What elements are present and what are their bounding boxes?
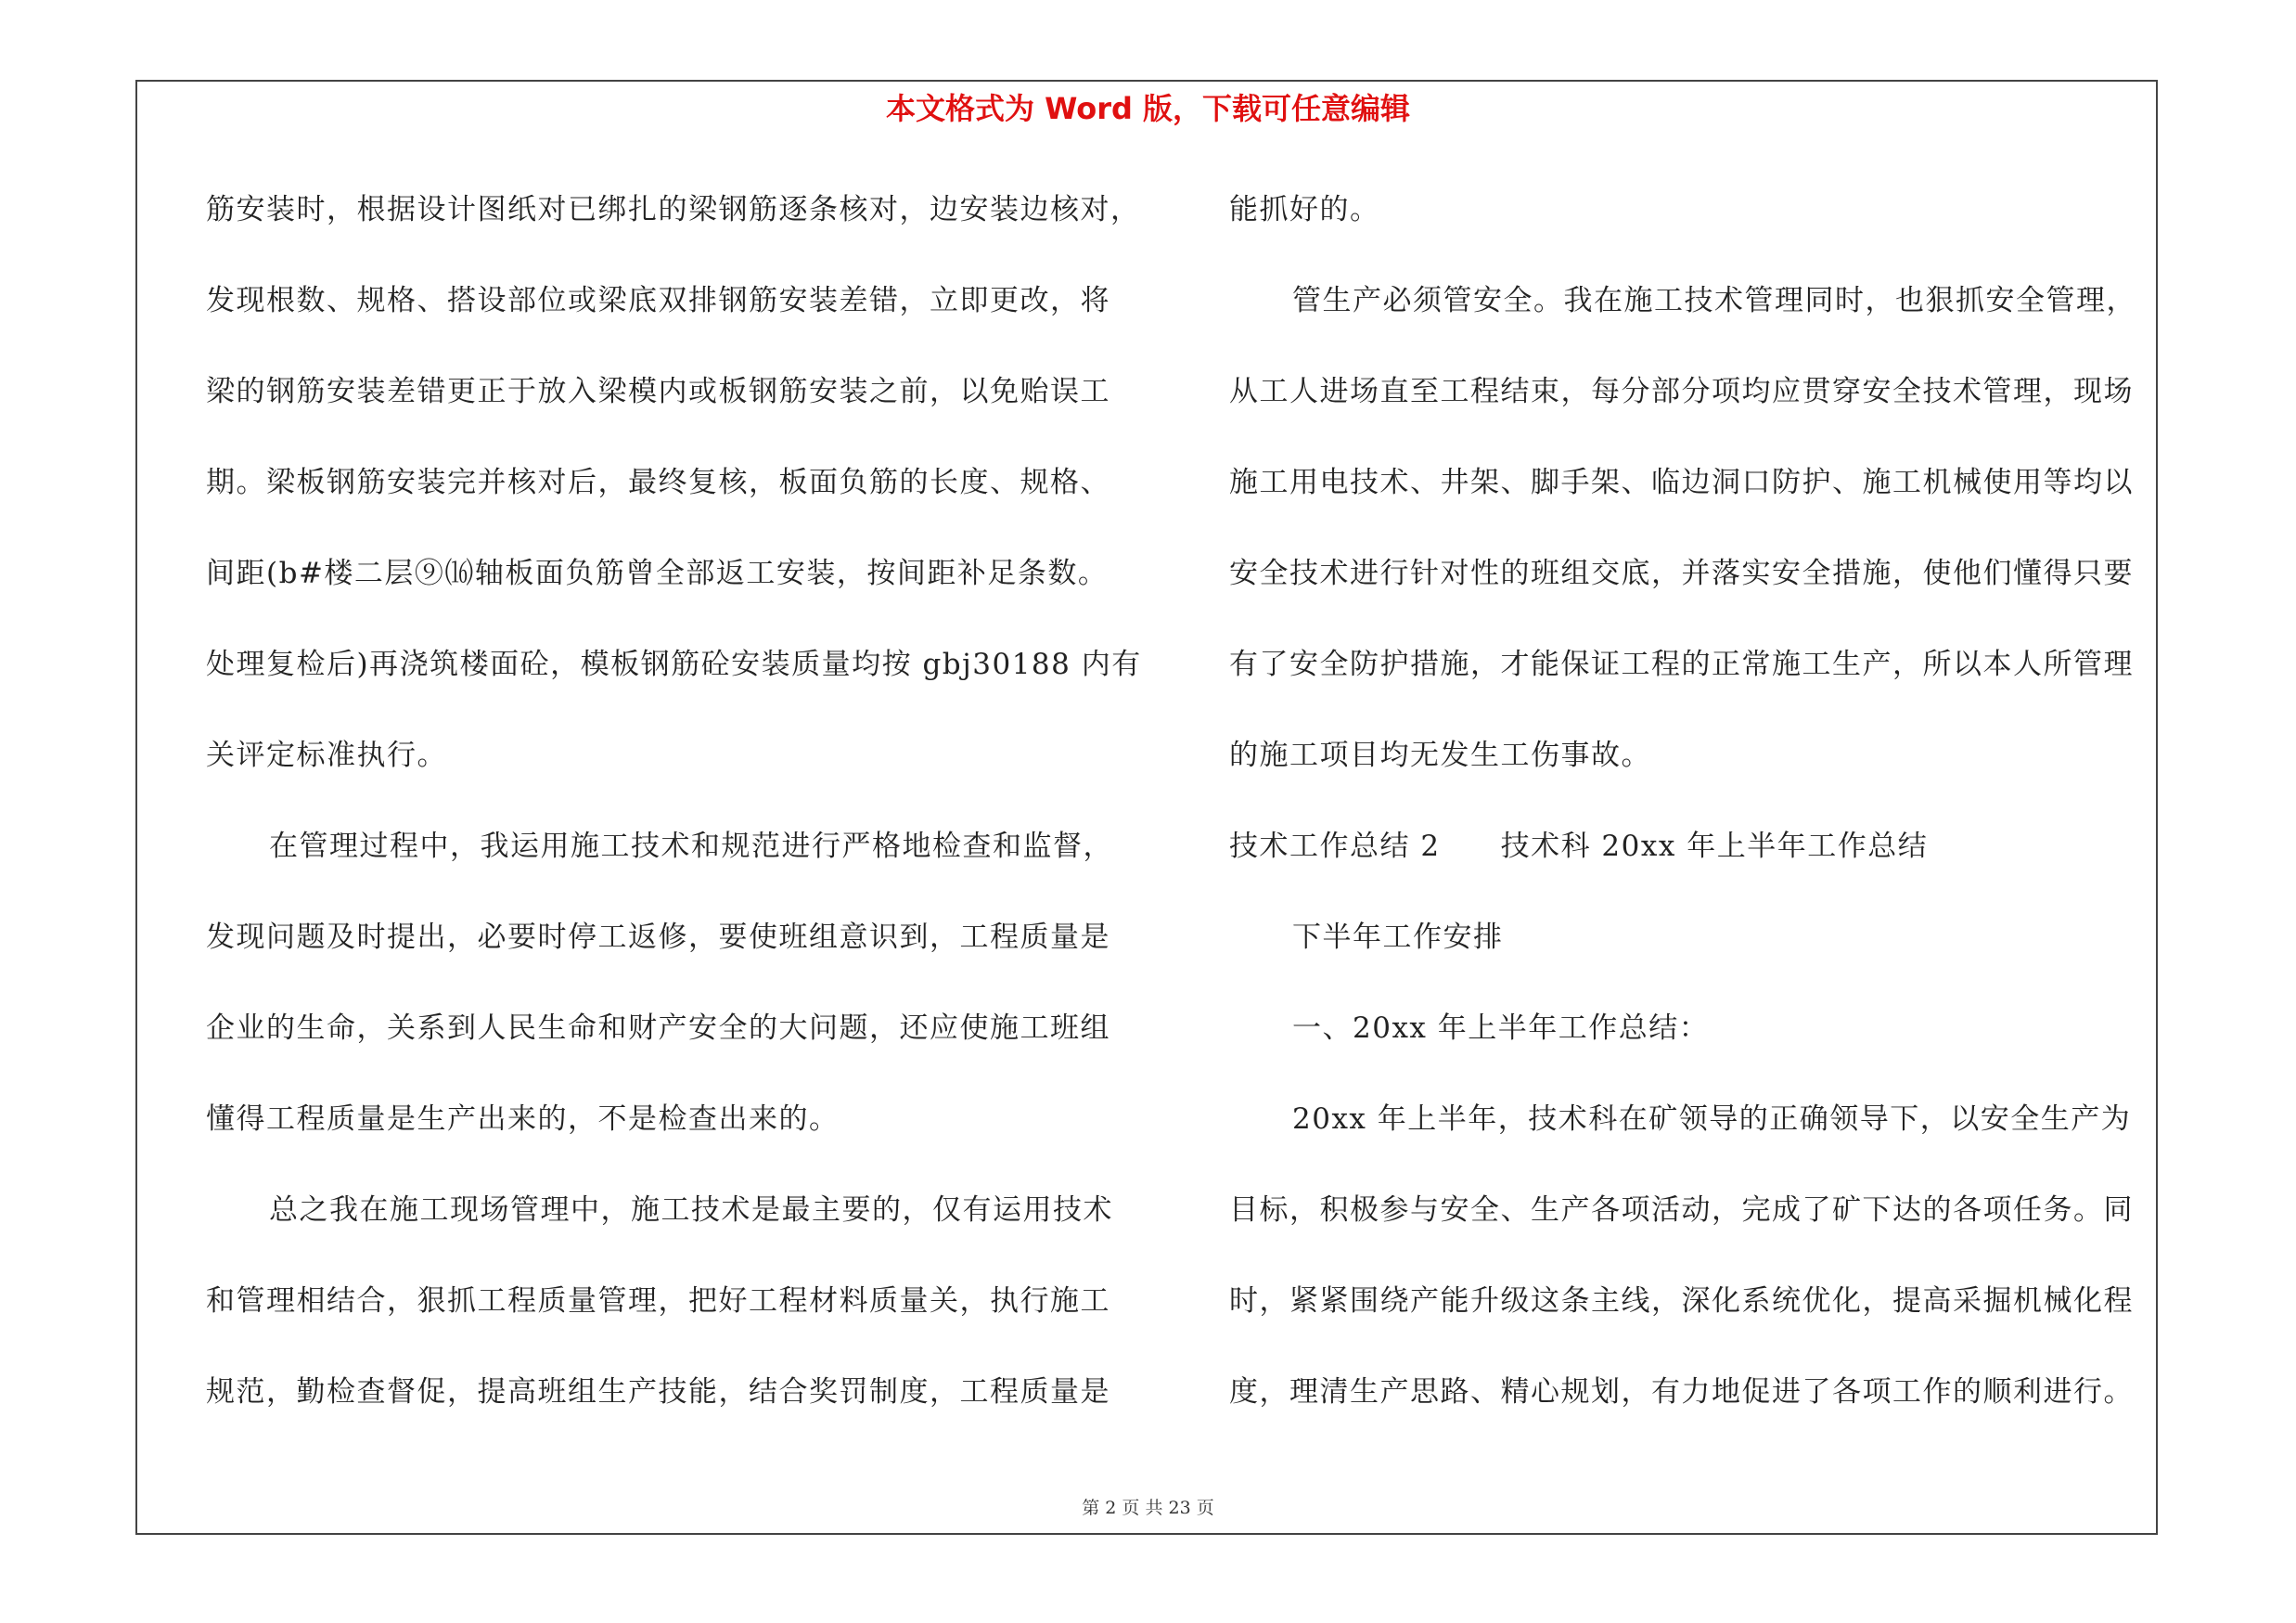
left-line: 处理复检后)再浇筑楼面砼，模板钢筋砼安装质量均按 gbj30188 内有 [206, 648, 1142, 681]
right-line: 有了安全防护措施，才能保证工程的正常施工生产，所以本人所管理 [1229, 648, 2134, 681]
right-line: 能抓好的。 [1229, 193, 1380, 226]
left-line: 梁的钢筋安装差错更正于放入梁模内或板钢筋安装之前，以免贻误工 [206, 375, 1110, 408]
left-line: 筋安装时，根据设计图纸对已绑扎的梁钢筋逐条核对，边安装边核对， [206, 193, 1141, 226]
right-line: 一、20xx 年上半年工作总结： [1292, 1011, 1710, 1045]
left-line: 发现根数、规格、搭设部位或梁底双排钢筋安装差错，立即更改，将 [206, 284, 1110, 317]
right-line: 度，理清生产思路、精心规划，有力地促进了各项工作的顺利进行。 [1229, 1375, 2134, 1409]
right-line: 从工人进场直至工程结束，每分部分项均应贯穿安全技术管理，现场 [1229, 375, 2134, 408]
left-line: 发现问题及时提出，必要时停工返修，要使班组意识到，工程质量是 [206, 921, 1110, 954]
right-line: 目标，积极参与安全、生产各项活动，完成了矿下达的各项任务。同 [1229, 1193, 2134, 1227]
right-line: 20xx 年上半年，技术科在矿领导的正确领导下，以安全生产为 [1292, 1102, 2132, 1136]
left-line: 关评定标准执行。 [206, 739, 447, 772]
left-line: 总之我在施工现场管理中，施工技术是最主要的，仅有运用技术 [269, 1193, 1113, 1227]
left-line: 企业的生命，关系到人民生命和财产安全的大问题，还应使施工班组 [206, 1011, 1110, 1045]
left-line: 期。梁板钢筋安装完并核对后，最终复核，板面负筋的长度、规格、 [206, 466, 1110, 499]
right-column [1229, 182, 2166, 1455]
left-line: 在管理过程中，我运用施工技术和规范进行严格地检查和监督， [269, 830, 1113, 863]
left-line: 和管理相结合，狠抓工程质量管理，把好工程材料质量关，执行施工 [206, 1284, 1110, 1318]
section-heading: 技术工作总结 2 技术科 20xx 年上半年工作总结 [1229, 830, 1929, 863]
right-line: 时，紧紧围绕产能升级这条主线，深化系统优化，提高采掘机械化程 [1229, 1284, 2134, 1318]
left-line: 间距(b#楼二层⑨⒃轴板面负筋曾全部返工安装，按间距补足条数。 [206, 557, 1109, 590]
right-line: 施工用电技术、井架、脚手架、临边洞口防护、施工机械使用等均以 [1229, 466, 2134, 499]
right-line: 管生产必须管安全。我在施工技术管理同时，也狠抓安全管理， [1292, 284, 2136, 317]
left-column [206, 182, 1143, 1455]
page-number: 第 2 页 共 23 页 [1082, 1498, 1214, 1518]
format-notice: 本文格式为 Word 版，下载可任意编辑 [885, 91, 1411, 126]
left-line: 懂得工程质量是生产出来的，不是检查出来的。 [206, 1102, 840, 1136]
right-line: 安全技术进行针对性的班组交底，并落实安全措施，使他们懂得只要 [1229, 557, 2134, 590]
right-line: 下半年工作安排 [1292, 921, 1504, 954]
left-line: 规范，勤检查督促，提高班组生产技能，结合奖罚制度，工程质量是 [206, 1375, 1110, 1409]
right-line: 的施工项目均无发生工伤事故。 [1229, 739, 1651, 772]
